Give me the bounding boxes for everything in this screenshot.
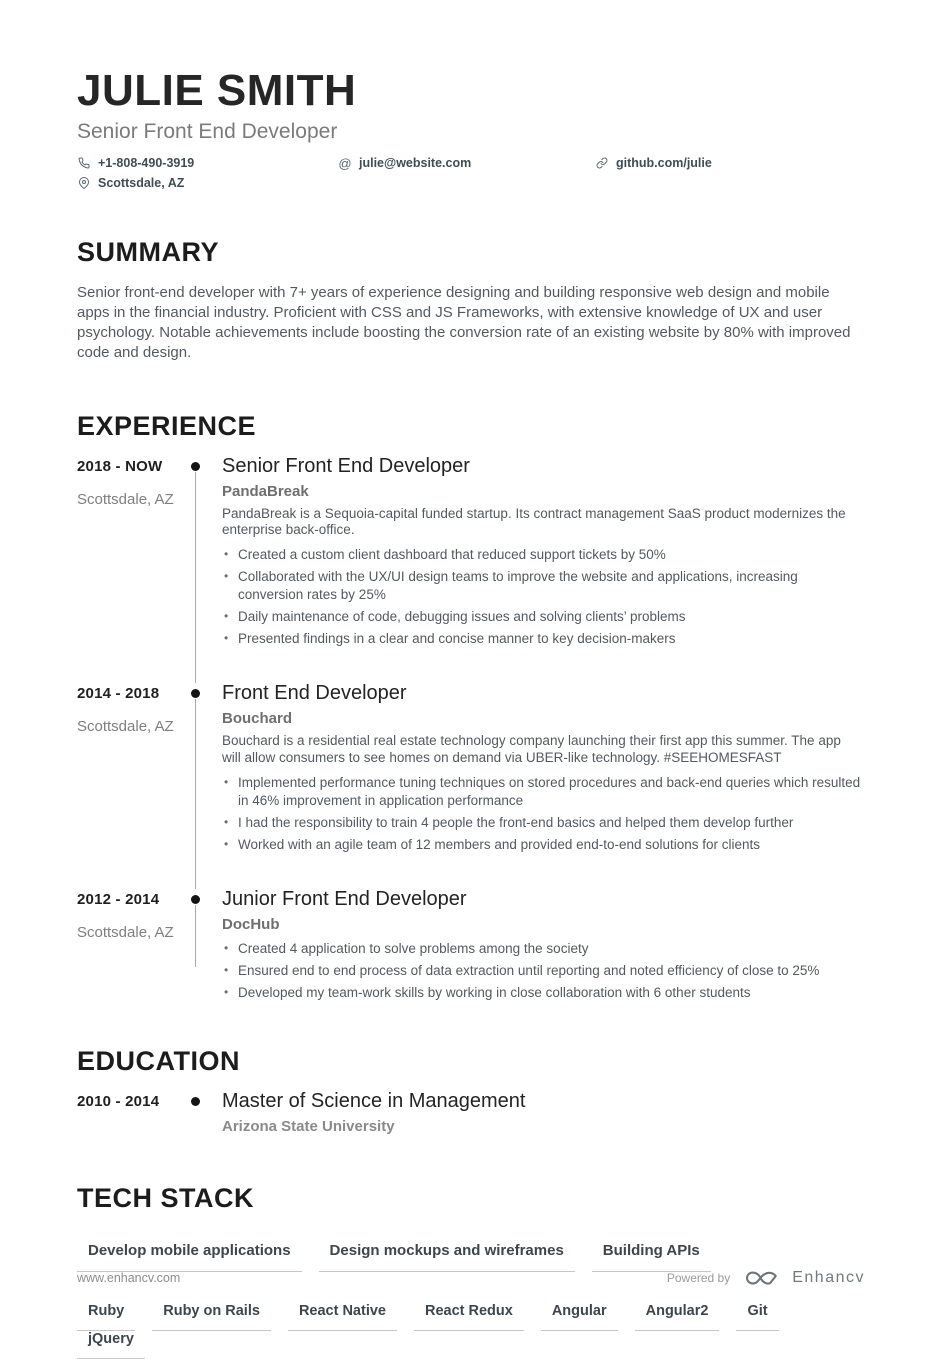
entry-dates: 2018 - NOW: [77, 457, 163, 475]
tech-skills-row: [77, 1303, 865, 1359]
skill-tag: Angular2: [635, 1303, 720, 1331]
experience-entry: [77, 682, 865, 858]
tech-tag: Building APIs: [592, 1242, 711, 1272]
bullet-item: • Developed my team-work skills by working in close collaboration with 6 other students: [222, 984, 862, 1002]
entry-title: Junior Front End Developer: [222, 888, 467, 911]
enhancv-website-link[interactable]: www.enhancv.com: [77, 1271, 181, 1285]
education-section: [77, 1046, 865, 1135]
tech-stack-heading: TECH STACK: [77, 1183, 254, 1214]
github-link[interactable]: github.com/julie: [616, 156, 712, 171]
contact-phone: [77, 156, 338, 170]
bullet-item: • Collaborated with the UX/UI design teams to improve the website and applications, increasing conversion rates by 25%: [222, 568, 862, 604]
education-entry: [77, 1090, 865, 1135]
contact-email[interactable]: [338, 156, 595, 170]
timeline-dot-icon: [191, 462, 200, 471]
skill-tag: Ruby on Rails: [152, 1303, 271, 1331]
link-icon: [595, 156, 609, 170]
entry-company: Bouchard: [222, 710, 293, 728]
entry-body: [222, 455, 865, 653]
phone-icon: [77, 156, 91, 170]
enhancv-brand-name: Enhancv: [792, 1269, 865, 1286]
timeline-line: [195, 472, 196, 684]
skill-tag: Angular: [541, 1303, 618, 1331]
bullet-item: • Worked with an agile team of 12 members and provided end-to-end solutions for clients: [222, 836, 862, 854]
bullet-item: • Presented findings in a clear and concise manner to key decision-makers: [222, 630, 862, 648]
entry-title: Front End Developer: [222, 682, 407, 705]
contact-location: [77, 176, 338, 190]
entry-description: Bouchard is a residential real estate technology company launching their first app this summer. The app will allow consumers to see homes on demand via UBER-like technology. #SEEHOMESFAST: [222, 733, 841, 766]
entry-meta: [77, 682, 190, 858]
powered-by-brand[interactable]: [667, 1268, 865, 1288]
degree-title: Master of Science in Management: [222, 1090, 526, 1113]
entry-body: [222, 682, 865, 858]
experience-entry: [77, 888, 865, 1006]
phone-number: +1-808-490-3919: [98, 156, 195, 171]
timeline-dot-icon: [191, 689, 200, 698]
bullet-item: • Created a custom client dashboard that reduced support tickets by 50%: [222, 546, 862, 564]
skill-tag: Git: [736, 1303, 778, 1331]
email-address[interactable]: julie@website.com: [359, 156, 472, 171]
tech-tag: Develop mobile applications: [77, 1242, 302, 1272]
location-icon: [77, 176, 91, 190]
timeline: [190, 1090, 222, 1135]
entry-dates: 2014 - 2018: [77, 685, 160, 703]
experience-entries: [77, 455, 865, 1007]
entry-company: DocHub: [222, 916, 280, 934]
at-icon: @: [338, 155, 352, 171]
timeline-dot-icon: [191, 1097, 200, 1106]
candidate-name: JULIE SMITH: [77, 66, 357, 115]
entry-location: Scottsdale, AZ: [77, 490, 174, 508]
bullet-item: • Daily maintenance of code, debugging issues and solving clients’ problems: [222, 608, 862, 626]
powered-by-label: Powered by: [666, 1271, 731, 1285]
bullet-item: • I had the responsibility to train 4 people the front-end basics and helped them develop further: [222, 814, 862, 832]
contact-info: [77, 153, 865, 193]
timeline-dot-icon: [191, 895, 200, 904]
resume-header: [77, 68, 865, 193]
experience-heading: EXPERIENCE: [77, 410, 257, 441]
education-entries: [77, 1090, 865, 1135]
entry-company: PandaBreak: [222, 482, 309, 500]
skill-tag: React Redux: [414, 1303, 524, 1331]
skill-tag: jQuery: [77, 1331, 145, 1359]
experience-entry: [77, 455, 865, 653]
entry-dates: 2010 - 2014: [77, 1093, 160, 1111]
summary-heading: SUMMARY: [77, 237, 219, 268]
enhancv-logo-icon: [742, 1268, 780, 1288]
tech-tag: Design mockups and wireframes: [319, 1242, 575, 1272]
bullet-item: • Implemented performance tuning techniques on stored procedures and back-end queries which resulted in 46% improvement in application performance: [222, 774, 862, 810]
entry-body: [222, 1090, 865, 1135]
timeline: [190, 888, 222, 1006]
education-heading: EDUCATION: [77, 1046, 240, 1077]
entry-bullets: [222, 546, 862, 648]
timeline-line: [195, 905, 196, 967]
bullet-item: • Created 4 application to solve problems among the society: [222, 940, 862, 958]
experience-section: [77, 411, 865, 1007]
entry-meta: [77, 1090, 190, 1135]
entry-location: Scottsdale, AZ: [77, 924, 174, 942]
entry-meta: [77, 455, 190, 653]
summary-text: Senior front-end developer with 7+ years of experience designing and building responsive web design and mobile apps in the financial industry. Proficient with CSS and JS Frameworks, with extensive knowledge of UX and user psychology. Notable achievements include boosting the conversion rate of an existing website by 80% with improved code and design.: [77, 284, 851, 362]
page-footer: [77, 1268, 865, 1288]
timeline-line: [195, 699, 196, 889]
skill-tag: React Native: [288, 1303, 397, 1331]
candidate-job-title: Senior Front End Developer: [77, 120, 338, 144]
timeline: [190, 682, 222, 858]
entry-meta: [77, 888, 190, 1006]
entry-description: PandaBreak is a Sequoia-capital funded startup. Its contract management SaaS product modernizes the enterprise back-office.: [222, 505, 846, 538]
bullet-item: • Ensured end to end process of data extraction until reporting and noted efficiency of close to 25%: [222, 962, 862, 980]
skill-tag: Ruby: [77, 1303, 135, 1331]
contact-link[interactable]: [595, 156, 865, 170]
summary-section: [77, 237, 865, 363]
timeline: [190, 455, 222, 653]
entry-location: Scottsdale, AZ: [77, 718, 174, 736]
entry-bullets: [222, 774, 862, 854]
entry-dates: 2012 - 2014: [77, 891, 160, 909]
school-name: Arizona State University: [222, 1118, 395, 1136]
entry-title: Senior Front End Developer: [222, 454, 470, 477]
entry-body: [222, 888, 865, 1006]
location-text: Scottsdale, AZ: [98, 176, 185, 191]
entry-bullets: [222, 940, 862, 1002]
